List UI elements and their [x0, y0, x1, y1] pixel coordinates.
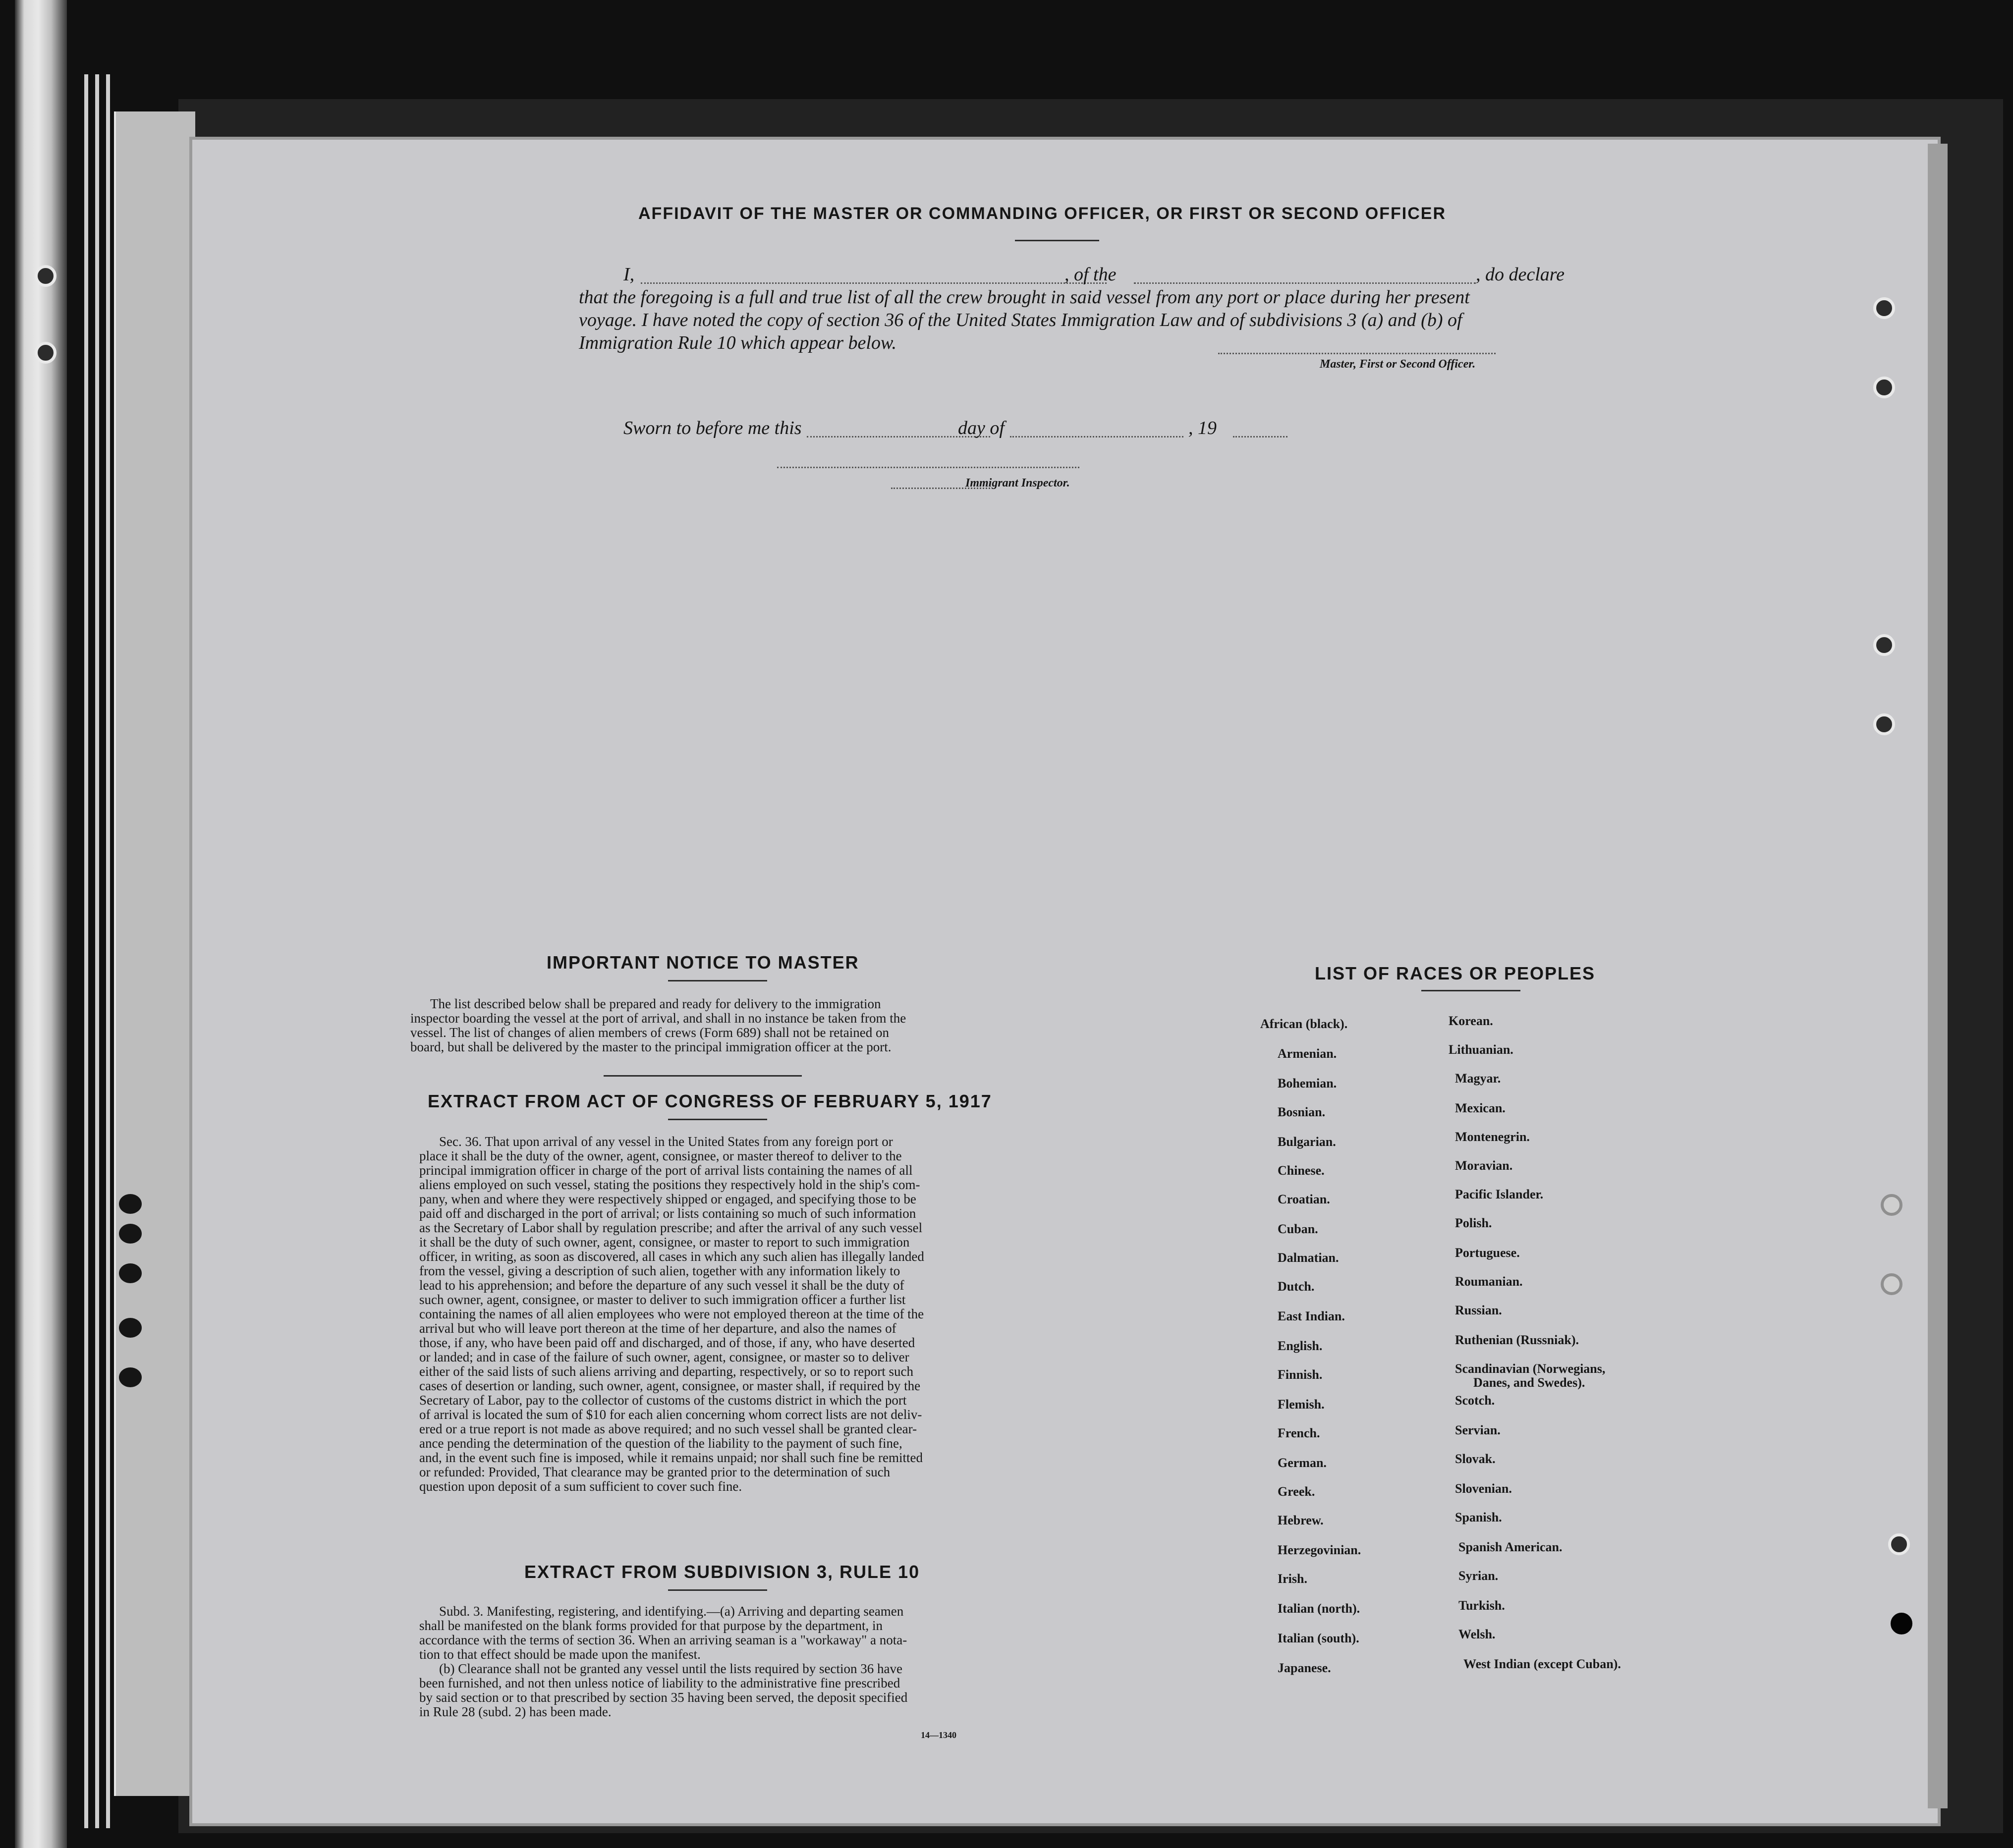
race-item: Finnish.	[1278, 1367, 1323, 1382]
act-line: either of the said lists of such aliens arriving and departing, respectively, or so to report such	[419, 1364, 913, 1379]
race-item: Turkish.	[1458, 1598, 1505, 1613]
race-item: Italian (south).	[1278, 1631, 1359, 1645]
rule-line: been furnished, and not then unless notice of liability to the administrative fine prescribed	[419, 1676, 900, 1690]
section-rule	[604, 1075, 802, 1077]
inspector-signature-blank[interactable]	[777, 467, 1079, 468]
page-right-edge	[1928, 144, 1948, 1808]
affidavit-line1-mid: , of the	[1064, 264, 1117, 285]
races-rule	[1421, 990, 1520, 991]
race-item: Greek.	[1278, 1484, 1315, 1499]
race-item: East Indian.	[1278, 1309, 1345, 1323]
race-item: Irish.	[1278, 1572, 1307, 1586]
act-rule	[668, 1119, 767, 1120]
notice-rule	[668, 980, 767, 981]
race-item: Cuban.	[1278, 1222, 1318, 1236]
act-extract-text	[419, 1135, 994, 1494]
affidavit-title: AFFIDAVIT OF THE MASTER OR COMMANDING OFFICER, OR FIRST OR SECOND OFFICER	[638, 204, 1446, 223]
act-line: ered or a true report is not made as above required; and no such vessel shall be granted clear-	[419, 1421, 917, 1436]
race-item: Montenegrin.	[1455, 1130, 1530, 1144]
act-line: pany, when and where they were respectively shipped or engaged, and specifying those to be	[419, 1192, 916, 1206]
race-item: Slovak.	[1455, 1452, 1496, 1466]
sworn-year-label: , 19	[1188, 418, 1217, 438]
act-line: cases of desertion or landing, such owner, agent, consignee, or master shall, if required by the	[419, 1378, 921, 1393]
rule-line: (b) Clearance shall not be granted any vessel until the lists required by section 36 have	[439, 1661, 902, 1676]
rule-rule	[668, 1589, 767, 1591]
act-line: ance pending the determination of the question of the liability to the payment of such fine,	[419, 1436, 902, 1451]
race-item: Italian (north).	[1278, 1601, 1360, 1616]
punch-hole	[119, 1263, 142, 1283]
act-line: or landed; and in case of the failure of such owner, agent, consignee, or master so to deliver	[419, 1350, 909, 1364]
rule-line: Subd. 3. Manifesting, registering, and identifying.—(a) Arriving and departing seamen	[439, 1604, 904, 1619]
race-item: Scandinavian (Norwegians,	[1455, 1361, 1606, 1376]
race-item: Korean.	[1449, 1014, 1493, 1028]
race-item: Spanish American.	[1458, 1540, 1563, 1554]
punch-hole	[119, 1367, 142, 1387]
race-item: Bulgarian.	[1278, 1135, 1336, 1149]
notice-line: inspector boarding the vessel at the port of arrival, and shall in no instance be taken from the	[410, 1011, 906, 1026]
title-rule	[1015, 240, 1099, 241]
affidavit-line1-start: I,	[623, 264, 635, 285]
act-line: place it shall be the duty of the owner, agent, consignee, or master thereof to deliver to the	[419, 1148, 902, 1163]
notice-heading: IMPORTANT NOTICE TO MASTER	[547, 952, 859, 973]
punch-hole	[1891, 1613, 1912, 1634]
race-item: German.	[1278, 1456, 1327, 1470]
page-edge	[95, 74, 99, 1828]
affidavit-body-line3: voyage. I have noted the copy of section 36 of the United States Immigration Law and of subdivisions 3 (a) and (b) of	[579, 310, 1462, 330]
race-item: Danes, and Swedes).	[1473, 1375, 1585, 1390]
race-item: African (black).	[1260, 1017, 1348, 1031]
act-line: Secretary of Labor, pay to the collector of customs of the customs district in which the port	[419, 1393, 907, 1408]
act-line: officer, in writing, as soon as discovered, all cases in which any such alien has illegally landed	[419, 1249, 924, 1264]
race-item: English.	[1278, 1339, 1323, 1353]
affidavit-line1-end: , do declare	[1476, 264, 1565, 285]
inspector-label: Immigrant Inspector.	[965, 477, 1070, 489]
race-item: Japanese.	[1278, 1661, 1331, 1675]
race-item: Scotch.	[1455, 1393, 1495, 1408]
punch-hole	[35, 265, 56, 287]
race-item: Chinese.	[1278, 1163, 1325, 1178]
race-item: Pacific Islander.	[1455, 1187, 1544, 1201]
vessel-blank[interactable]	[1134, 282, 1476, 284]
act-line: principal immigration officer in charge of the port of arrival lists containing the names of all	[419, 1163, 913, 1178]
stacked-pages-edge	[114, 111, 195, 1796]
rule-line: tion to that effect should be made upon the manifest.	[419, 1647, 701, 1662]
notice-line: The list described below shall be prepared and ready for delivery to the immigration	[430, 996, 881, 1011]
document-page	[192, 140, 1938, 1823]
name-blank[interactable]	[641, 282, 1107, 284]
race-item: Hebrew.	[1278, 1513, 1324, 1527]
race-item: West Indian (except Cuban).	[1463, 1657, 1621, 1671]
race-item: French.	[1278, 1426, 1320, 1440]
punch-hole	[1873, 713, 1895, 735]
punch-hole	[1873, 297, 1895, 319]
race-item: Dalmatian.	[1278, 1250, 1339, 1265]
page-edge	[106, 74, 110, 1828]
notice-text	[410, 997, 995, 1054]
punch-hole	[35, 342, 56, 364]
rule-line: in Rule 28 (subd. 2) has been made.	[419, 1704, 612, 1719]
page-edge	[84, 74, 88, 1828]
rule-extract-text	[419, 1604, 994, 1719]
race-item: Armenian.	[1278, 1046, 1337, 1061]
affidavit-body-line4: Immigration Rule 10 which appear below.	[579, 332, 897, 353]
punch-hole	[1881, 1273, 1902, 1295]
sworn-day-label: day of	[958, 418, 1005, 438]
punch-hole	[119, 1318, 142, 1338]
act-line: paid off and discharged in the port of arrival; or lists containing so much of such information	[419, 1206, 916, 1221]
race-item: Syrian.	[1458, 1569, 1499, 1583]
act-line: arrival but who will leave port thereon at the time of her departure, and also the names of	[419, 1321, 896, 1336]
rule-line: by said section or to that prescribed by section 35 having been served, the deposit specified	[419, 1690, 908, 1705]
act-line: those, if any, who have been paid off and discharged, and of those, if any, who have deserted	[419, 1335, 915, 1350]
race-item: Servian.	[1455, 1423, 1501, 1437]
race-item: Herzegovinian.	[1278, 1543, 1361, 1557]
rule-line: shall be manifested on the blank forms provided for that purpose by the department, in	[419, 1618, 883, 1633]
act-line: such owner, agent, consignee, or master to deliver to such immigration officer a further list	[419, 1292, 906, 1307]
punch-hole	[1873, 634, 1895, 656]
affidavit-body-line2: that the foregoing is a full and true list of all the crew brought in said vessel from any port or place during her present	[579, 287, 1470, 308]
act-line: from the vessel, giving a description of such alien, together with any information likely to	[419, 1263, 900, 1278]
race-item: Flemish.	[1278, 1397, 1325, 1412]
rule-extract-heading: EXTRACT FROM SUBDIVISION 3, RULE 10	[524, 1562, 920, 1582]
act-line: aliens employed on such vessel, stating the positions they respectively hold in the ship's com-	[419, 1177, 920, 1192]
race-item: Portuguese.	[1455, 1246, 1520, 1260]
punch-hole	[1873, 377, 1895, 398]
act-line: of arrival is located the sum of $10 for each alien concerning whom correct lists are not deliv-	[419, 1407, 922, 1422]
race-item: Russian.	[1455, 1303, 1502, 1317]
act-line: lead to his apprehension; and before the departure of any such vessel it shall be the duty of	[419, 1278, 904, 1293]
act-line: question upon deposit of a sum sufficient to cover such fine.	[419, 1479, 742, 1494]
act-line: containing the names of all alien employees who were not employed thereon at the time of the	[419, 1306, 924, 1321]
race-item: Lithuanian.	[1449, 1042, 1513, 1057]
punch-hole	[119, 1194, 142, 1214]
race-item: Moravian.	[1455, 1158, 1513, 1173]
act-line: it shall be the duty of such owner, agent, consignee, or master to report to such immigration	[419, 1235, 910, 1250]
act-extract-heading: EXTRACT FROM ACT OF CONGRESS OF FEBRUARY 5, 1917	[428, 1091, 992, 1111]
race-item: Welsh.	[1458, 1627, 1496, 1641]
race-item: Polish.	[1455, 1216, 1492, 1230]
race-item: Croatian.	[1278, 1192, 1330, 1206]
notice-line: board, but shall be delivered by the master to the principal immigration officer at the port.	[410, 1039, 892, 1054]
race-item: Ruthenian (Russniak).	[1455, 1333, 1579, 1347]
race-item: Roumanian.	[1455, 1274, 1523, 1289]
race-item: Bosnian.	[1278, 1105, 1326, 1119]
sworn-month-blank[interactable]	[1010, 436, 1183, 437]
form-number: 14—1340	[921, 1730, 956, 1740]
punch-hole	[1888, 1533, 1910, 1555]
rule-line: accordance with the terms of section 36. When an arriving seaman is a "workaway" a nota-	[419, 1632, 907, 1647]
race-item: Bohemian.	[1278, 1076, 1337, 1090]
race-item: Slovenian.	[1455, 1481, 1512, 1496]
sworn-text: Sworn to before me this	[623, 418, 802, 438]
signature-label: Master, First or Second Officer.	[1320, 358, 1476, 371]
sworn-year-blank[interactable]	[1233, 436, 1287, 437]
race-item: Mexican.	[1455, 1101, 1506, 1115]
race-item: Dutch.	[1278, 1279, 1315, 1294]
act-line: Sec. 36. That upon arrival of any vessel in the United States from any foreign port or	[439, 1134, 893, 1149]
race-item: Spanish.	[1455, 1510, 1502, 1524]
races-heading: LIST OF RACES OR PEOPLES	[1315, 963, 1596, 983]
act-line: or refunded: Provided, That clearance may be granted prior to the determination of such	[419, 1465, 891, 1479]
signature-blank[interactable]	[1218, 353, 1496, 354]
punch-hole	[1881, 1194, 1902, 1216]
notice-line: vessel. The list of changes of alien members of crews (Form 689) shall not be retained on	[410, 1025, 889, 1040]
act-line: and, in the event such fine is imposed, while it remains unpaid; nor shall such fine be remitted	[419, 1450, 923, 1465]
punch-hole	[119, 1224, 142, 1244]
act-line: as the Secretary of Labor shall by regulation prescribe; and after the arrival of any such vessel	[419, 1220, 923, 1235]
race-item: Magyar.	[1455, 1071, 1501, 1086]
